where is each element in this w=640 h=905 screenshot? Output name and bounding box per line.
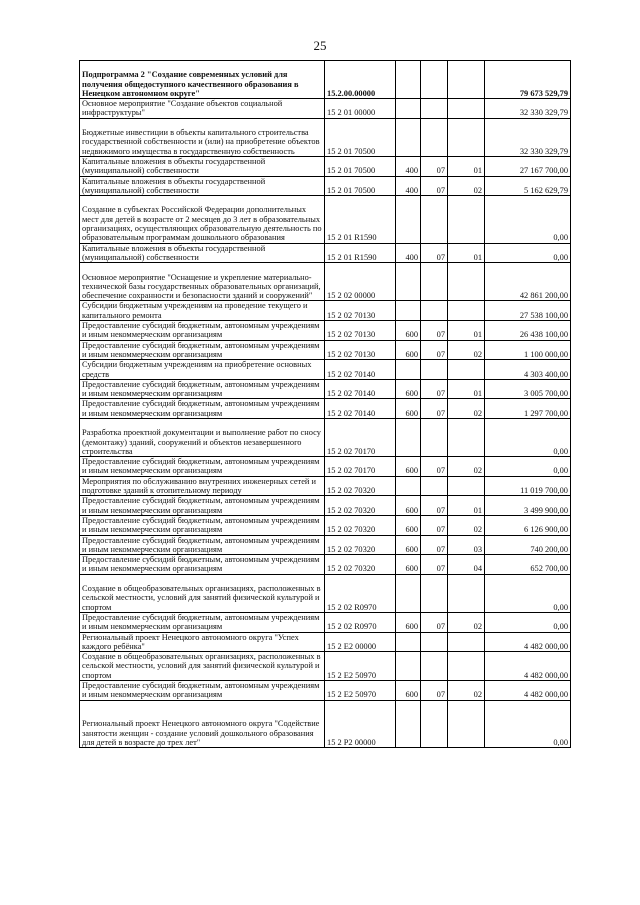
row-vr	[396, 574, 421, 612]
row-name: Капитальные вложения в объекты государственной (муниципальной) собственности	[80, 156, 325, 176]
row-sum: 4 482 000,00	[485, 632, 571, 652]
row-rz: 07	[421, 612, 448, 632]
row-name: Капитальные вложения в объекты государственной (муниципальной) собственности	[80, 176, 325, 196]
row-rz: 07	[421, 555, 448, 575]
row-code: 15 2 E2 00000	[325, 632, 396, 652]
row-vr: 400	[396, 176, 421, 196]
row-vr: 600	[396, 681, 421, 701]
row-rz: 07	[421, 535, 448, 555]
row-sum: 0,00	[485, 243, 571, 263]
row-code: 15 2 P2 00000	[325, 700, 396, 748]
row-vr	[396, 632, 421, 652]
row-sum: 32 330 329,79	[485, 99, 571, 119]
row-sum: 0,00	[485, 700, 571, 748]
row-vr: 600	[396, 340, 421, 360]
row-code: 15 2 01 70500	[325, 118, 396, 156]
row-name: Создание в общеобразовательных организациях, расположенных в сельской местности, условий для занятий физической культурой и спортом	[80, 574, 325, 612]
row-vr: 600	[396, 457, 421, 477]
row-rz: 07	[421, 379, 448, 399]
row-rz: 07	[421, 243, 448, 263]
table-row	[80, 301, 571, 321]
table-row	[80, 243, 571, 263]
row-name: Предоставление субсидий бюджетным, автономным учреждениям и иным некоммерческим организациям	[80, 496, 325, 516]
row-code: 15 2 E2 50970	[325, 681, 396, 701]
row-sum: 3 005 700,00	[485, 379, 571, 399]
row-name: Разработка проектной документации и выполнение работ по сносу (демонтажу) зданий, сооружений и объектов незавершенного строительства	[80, 419, 325, 457]
row-code: 15 2 02 70170	[325, 457, 396, 477]
row-sum: 1 100 000,00	[485, 340, 571, 360]
row-vr: 600	[396, 555, 421, 575]
row-rz: 07	[421, 457, 448, 477]
row-pr: 04	[448, 555, 485, 575]
row-vr	[396, 652, 421, 681]
row-code: 15 2 02 70140	[325, 399, 396, 419]
row-vr: 600	[396, 379, 421, 399]
row-vr: 600	[396, 321, 421, 341]
row-pr: 03	[448, 535, 485, 555]
row-code: 15 2 02 70140	[325, 379, 396, 399]
row-code: 15 2 02 70130	[325, 321, 396, 341]
table-row	[80, 360, 571, 380]
row-rz: 07	[421, 496, 448, 516]
row-pr	[448, 476, 485, 496]
row-sum: 0,00	[485, 612, 571, 632]
row-sum: 79 673 529,79	[485, 61, 571, 99]
row-code: 15 2 01 70500	[325, 176, 396, 196]
row-rz	[421, 99, 448, 119]
row-code: 15 2 02 70320	[325, 496, 396, 516]
page-number: 25	[313, 38, 327, 53]
table-row	[80, 99, 571, 119]
row-pr	[448, 419, 485, 457]
row-name: Мероприятия по обслуживанию внутренних инженерных сетей и подготовке зданий к отопительному периоду	[80, 476, 325, 496]
row-sum: 4 482 000,00	[485, 681, 571, 701]
row-vr	[396, 700, 421, 748]
row-sum: 32 330 329,79	[485, 118, 571, 156]
row-rz: 07	[421, 176, 448, 196]
row-vr: 400	[396, 156, 421, 176]
row-name: Предоставление субсидий бюджетным, автономным учреждениям и иным некоммерческим организациям	[80, 340, 325, 360]
row-vr: 600	[396, 515, 421, 535]
row-sum: 0,00	[485, 457, 571, 477]
row-pr: 02	[448, 612, 485, 632]
row-sum: 26 438 100,00	[485, 321, 571, 341]
row-vr	[396, 360, 421, 380]
row-rz: 07	[421, 515, 448, 535]
row-pr	[448, 301, 485, 321]
row-code: 15 2 02 70170	[325, 419, 396, 457]
row-code: 15 2 02 00000	[325, 263, 396, 301]
row-code: 15 2 01 00000	[325, 99, 396, 119]
row-sum: 0,00	[485, 574, 571, 612]
row-name: Предоставление субсидий бюджетным, автономным учреждениям и иным некоммерческим организациям	[80, 612, 325, 632]
row-sum: 740 200,00	[485, 535, 571, 555]
row-code: 15 2 02 70320	[325, 535, 396, 555]
row-pr: 01	[448, 321, 485, 341]
table-row	[80, 379, 571, 399]
row-pr: 02	[448, 515, 485, 535]
row-code: 15 2 02 70320	[325, 476, 396, 496]
table-row	[80, 476, 571, 496]
row-vr	[396, 196, 421, 244]
row-pr: 02	[448, 457, 485, 477]
row-vr	[396, 476, 421, 496]
row-sum: 652 700,00	[485, 555, 571, 575]
table-row	[80, 681, 571, 701]
row-code: 15 2 02 70140	[325, 360, 396, 380]
row-sum: 27 167 700,00	[485, 156, 571, 176]
row-vr	[396, 263, 421, 301]
row-vr	[396, 99, 421, 119]
row-sum: 0,00	[485, 419, 571, 457]
row-sum: 3 499 900,00	[485, 496, 571, 516]
row-name: Предоставление субсидий бюджетным, автономным учреждениям и иным некоммерческим организациям	[80, 321, 325, 341]
row-code: 15.2.00.00000	[325, 61, 396, 99]
table-row	[80, 176, 571, 196]
row-sum: 27 538 100,00	[485, 301, 571, 321]
table-row	[80, 61, 571, 99]
row-code: 15 2 02 70320	[325, 515, 396, 535]
table-row	[80, 496, 571, 516]
row-name: Создание в общеобразовательных организациях, расположенных в сельской местности, условий для занятий физической культурой и спортом	[80, 652, 325, 681]
row-code: 15 2 01 70500	[325, 156, 396, 176]
row-pr	[448, 574, 485, 612]
table-row	[80, 263, 571, 301]
row-code: 15 2 02 70320	[325, 555, 396, 575]
row-pr: 01	[448, 156, 485, 176]
row-name: Региональный проект Ненецкого автономного округа "Содействие занятости женщин - создание условий дошкольного образования для детей в возрасте до трех лет"	[80, 700, 325, 748]
budget-table	[79, 60, 571, 748]
table-row	[80, 399, 571, 419]
row-pr	[448, 632, 485, 652]
table-row	[80, 457, 571, 477]
row-name: Субсидии бюджетным учреждениям на проведение текущего и капитального ремонта	[80, 301, 325, 321]
table-row	[80, 118, 571, 156]
table-row	[80, 419, 571, 457]
row-rz	[421, 118, 448, 156]
row-name: Субсидии бюджетным учреждениям на приобретение основных средств	[80, 360, 325, 380]
row-rz	[421, 574, 448, 612]
row-name: Предоставление субсидий бюджетным, автономным учреждениям и иным некоммерческим организациям	[80, 681, 325, 701]
row-rz	[421, 263, 448, 301]
row-pr: 02	[448, 399, 485, 419]
row-rz	[421, 632, 448, 652]
row-name: Капитальные вложения в объекты государственной (муниципальной) собственности	[80, 243, 325, 263]
row-code: 15 2 02 70130	[325, 301, 396, 321]
budget-table-body	[80, 61, 571, 748]
table-row	[80, 574, 571, 612]
row-name: Предоставление субсидий бюджетным, автономным учреждениям и иным некоммерческим организациям	[80, 379, 325, 399]
row-pr: 02	[448, 681, 485, 701]
row-sum: 5 162 629,79	[485, 176, 571, 196]
row-rz	[421, 360, 448, 380]
row-code: 15 2 02 R0970	[325, 574, 396, 612]
table-row	[80, 156, 571, 176]
row-name: Основное мероприятие "Оснащение и укрепление материально-технической базы государственных образовательных организаций, обеспечение сохранности и безопасности зданий и сооружений"	[80, 263, 325, 301]
row-rz	[421, 700, 448, 748]
row-name: Предоставление субсидий бюджетным, автономным учреждениям и иным некоммерческим организациям	[80, 457, 325, 477]
row-code: 15 2 01 R1590	[325, 243, 396, 263]
row-sum: 11 019 700,00	[485, 476, 571, 496]
row-pr	[448, 360, 485, 380]
table-row	[80, 652, 571, 681]
row-sum: 4 482 000,00	[485, 652, 571, 681]
row-pr	[448, 700, 485, 748]
row-pr	[448, 118, 485, 156]
row-pr: 01	[448, 379, 485, 399]
row-name: Предоставление субсидий бюджетным, автономным учреждениям и иным некоммерческим организациям	[80, 555, 325, 575]
row-sum: 6 126 900,00	[485, 515, 571, 535]
table-row	[80, 612, 571, 632]
row-rz: 07	[421, 681, 448, 701]
row-pr	[448, 99, 485, 119]
row-rz	[421, 301, 448, 321]
row-pr	[448, 652, 485, 681]
row-code: 15 2 02 70130	[325, 340, 396, 360]
row-rz: 07	[421, 399, 448, 419]
table-row	[80, 515, 571, 535]
row-rz	[421, 419, 448, 457]
row-vr	[396, 118, 421, 156]
row-vr: 400	[396, 243, 421, 263]
row-rz	[421, 196, 448, 244]
row-sum: 1 297 700,00	[485, 399, 571, 419]
row-code: 15 2 02 R0970	[325, 612, 396, 632]
row-vr: 600	[396, 496, 421, 516]
row-rz: 07	[421, 156, 448, 176]
row-pr	[448, 263, 485, 301]
row-sum: 4 303 400,00	[485, 360, 571, 380]
table-row	[80, 196, 571, 244]
table-row	[80, 632, 571, 652]
table-row	[80, 535, 571, 555]
row-pr: 01	[448, 496, 485, 516]
row-vr: 600	[396, 399, 421, 419]
table-row	[80, 321, 571, 341]
table-row	[80, 555, 571, 575]
row-pr: 02	[448, 340, 485, 360]
row-code: 15 2 E2 50970	[325, 652, 396, 681]
row-name: Предоставление субсидий бюджетным, автономным учреждениям и иным некоммерческим организациям	[80, 399, 325, 419]
row-rz	[421, 476, 448, 496]
table-row	[80, 340, 571, 360]
row-code: 15 2 01 R1590	[325, 196, 396, 244]
row-rz: 07	[421, 321, 448, 341]
row-name: Подпрограмма 2 "Создание современных условий для получения общедоступного качественного образования в Ненецком автономном округе"	[80, 61, 325, 99]
row-name: Создание в субъектах Российской Федерации дополнительных мест для детей в возрасте от 2 месяцев до 3 лет в образовательных организациях, осуществляющих образовательную деятельность по образовательным программам дошкольного образования	[80, 196, 325, 244]
row-vr	[396, 61, 421, 99]
row-name: Предоставление субсидий бюджетным, автономным учреждениям и иным некоммерческим организациям	[80, 535, 325, 555]
row-name: Региональный проект Ненецкого автономного округа "Успех каждого ребёнка"	[80, 632, 325, 652]
row-name: Бюджетные инвестиции в объекты капитального строительства государственной собственности и (или) на приобретение объектов недвижимого имущества в государственную собственность	[80, 118, 325, 156]
row-pr: 01	[448, 243, 485, 263]
row-pr	[448, 196, 485, 244]
row-vr	[396, 419, 421, 457]
row-vr: 600	[396, 612, 421, 632]
row-rz	[421, 61, 448, 99]
table-row	[80, 700, 571, 748]
row-vr	[396, 301, 421, 321]
row-name: Предоставление субсидий бюджетным, автономным учреждениям и иным некоммерческим организациям	[80, 515, 325, 535]
row-name: Основное мероприятие "Создание объектов социальной инфраструктуры"	[80, 99, 325, 119]
row-sum: 42 861 200,00	[485, 263, 571, 301]
row-rz: 07	[421, 340, 448, 360]
row-sum: 0,00	[485, 196, 571, 244]
row-vr: 600	[396, 535, 421, 555]
row-rz	[421, 652, 448, 681]
row-pr: 02	[448, 176, 485, 196]
row-pr	[448, 61, 485, 99]
